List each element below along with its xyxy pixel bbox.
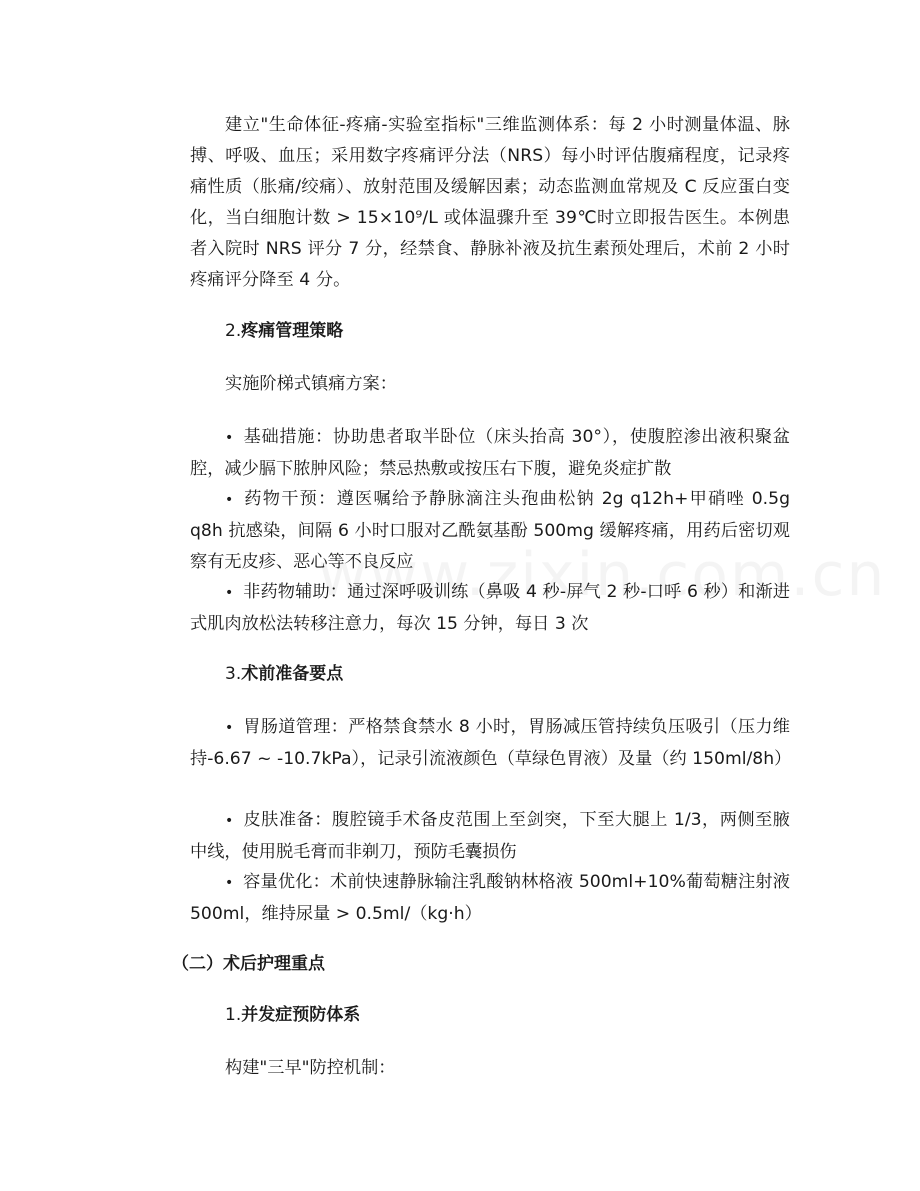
- section-lead-text: 构建"三早"防控机制：: [225, 1058, 396, 1078]
- bullet-item: [190, 867, 790, 930]
- bullet-icon: •: [225, 720, 234, 736]
- bullet-item: [190, 422, 790, 485]
- bullet-icon: •: [225, 585, 234, 601]
- section-lead-text: 实施阶梯式镇痛方案：: [225, 374, 397, 394]
- section-number: 1.: [225, 1005, 242, 1025]
- bullet-icon: •: [225, 430, 234, 446]
- bullet-icon: •: [225, 875, 234, 891]
- section-title: 疼痛管理策略: [241, 321, 344, 341]
- section-heading-complication-prevention: [225, 1000, 360, 1031]
- bullet-icon: •: [225, 813, 234, 829]
- section-title: 术前准备要点: [241, 664, 344, 684]
- bullet-item: [190, 805, 790, 868]
- part-title: （二）术后护理重点: [172, 954, 325, 974]
- bullet-text: 胃肠道管理：严格禁食禁水 8 小时，胃肠减压管持续负压吸引（压力维持-6.67 ~ -10.7kPa），记录引流液颜色（草绿色胃液）及量（约 150ml/8h）: [190, 717, 792, 769]
- bullet-item: [190, 712, 790, 775]
- section-number: 3.: [225, 664, 242, 684]
- section-heading-preop-prep: [225, 659, 343, 690]
- bullet-icon: •: [225, 492, 234, 508]
- bullet-text: 非药物辅助：通过深呼吸训练（鼻吸 4 秒-屏气 2 秒-口呼 6 秒）和渐进式肌肉放松法转移注意力，每次 15 分钟，每日 3 次: [190, 582, 790, 634]
- section-heading-pain-management: [225, 316, 343, 347]
- section-number: 2.: [225, 321, 242, 341]
- intro-paragraph: 建立"生命体征-疼痛-实验室指标"三维监测体系：每 2 小时测量体温、脉搏、呼吸、血压；采用数字疼痛评分法（NRS）每小时评估腹痛程度，记录疼痛性质（胀痛/绞痛）、放射范围及缓解因素；动态监测血常规及 C 反应蛋白变化，当白细胞计数 > 15×10⁹/L 或体温骤升至 39℃时立即报告医生。本例患者入院时 NRS 评分 7 分，经禁食、静脉补液及抗生素预处理后，术前 2 小时疼痛评分降至 4 分。: [190, 115, 790, 290]
- bullet-text: 皮肤准备：腹腔镜手术备皮范围上至剑突，下至大腿上 1/3，两侧至腋中线，使用脱毛膏而非剃刀，预防毛囊损伤: [190, 810, 790, 862]
- section-title: 并发症预防体系: [241, 1005, 361, 1025]
- bullet-text: 容量优化：术前快速静脉输注乳酸钠林格液 500ml+10%葡萄糖注射液 500ml，维持尿量 > 0.5ml/（kg·h）: [190, 872, 790, 924]
- bullet-text: 药物干预：遵医嘱给予静脉滴注头孢曲松钠 2g q12h+甲硝唑 0.5g q8h 抗感染，间隔 6 小时口服对乙酰氨基酚 500mg 缓解疼痛，用药后密切观察有无皮疹、恶心等不良反应: [190, 489, 790, 572]
- bullet-text: 基础措施：协助患者取半卧位（床头抬高 30°），使腹腔渗出液积聚盆腔，减少膈下脓肿风险；禁忌热敷或按压右下腹，避免炎症扩散: [190, 427, 790, 479]
- part-heading-postop-care: [172, 949, 325, 980]
- watermark-text: [318, 540, 886, 610]
